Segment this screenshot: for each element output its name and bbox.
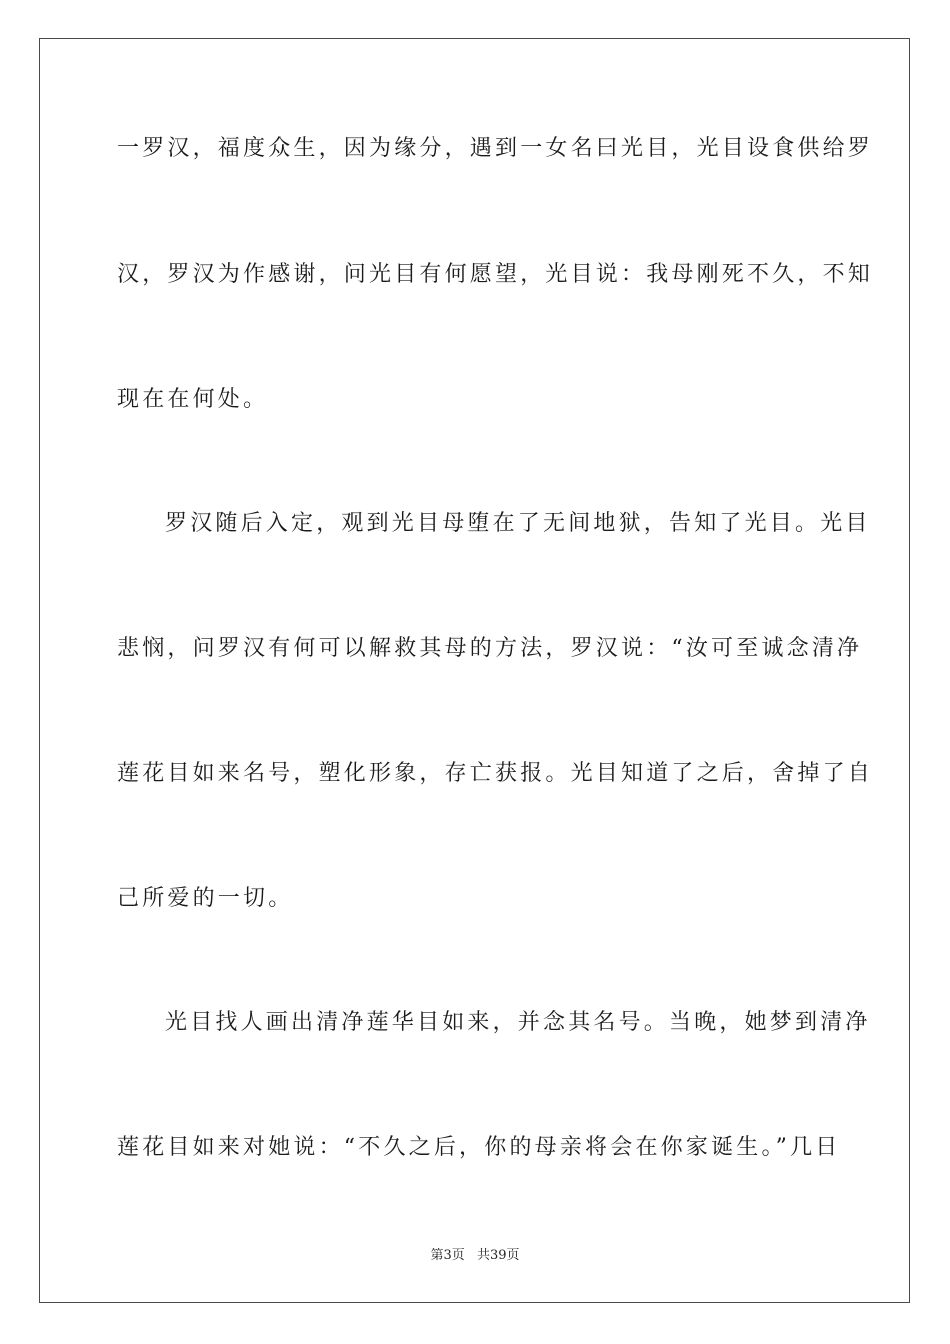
text-line: 悲悯，问罗汉有何可以解救其母的方法，罗汉说：“汝可至诚念清净: [117, 636, 863, 661]
text-line: 光目找人画出清净莲华目如来，并念其名号。当晚，她梦到清净: [165, 1010, 871, 1035]
text-line: 一罗汉，福度众生，因为缘分，遇到一女名曰光目，光目设食供给罗: [117, 136, 874, 161]
page-footer: [0, 1247, 950, 1265]
text-line: 莲花目如来对她说：“不久之后，你的母亲将会在你家诞生。”几日: [117, 1135, 841, 1160]
total-page-count: 共39页: [476, 1248, 520, 1263]
page-border: [39, 38, 910, 1303]
text-line: 莲花目如来名号，塑化形象，存亡获报。光目知道了之后，舍掉了自: [117, 761, 874, 786]
text-line: 汉，罗汉为作感谢，问光目有何愿望，光目说：我母刚死不久，不知: [117, 262, 874, 287]
text-line: 罗汉随后入定，观到光目母堕在了无间地狱，告知了光目。光目: [165, 511, 871, 536]
current-page-number: 第3页: [430, 1248, 465, 1263]
text-line: 己所爱的一切。: [117, 886, 294, 911]
text-line: 现在在何处。: [117, 387, 269, 412]
